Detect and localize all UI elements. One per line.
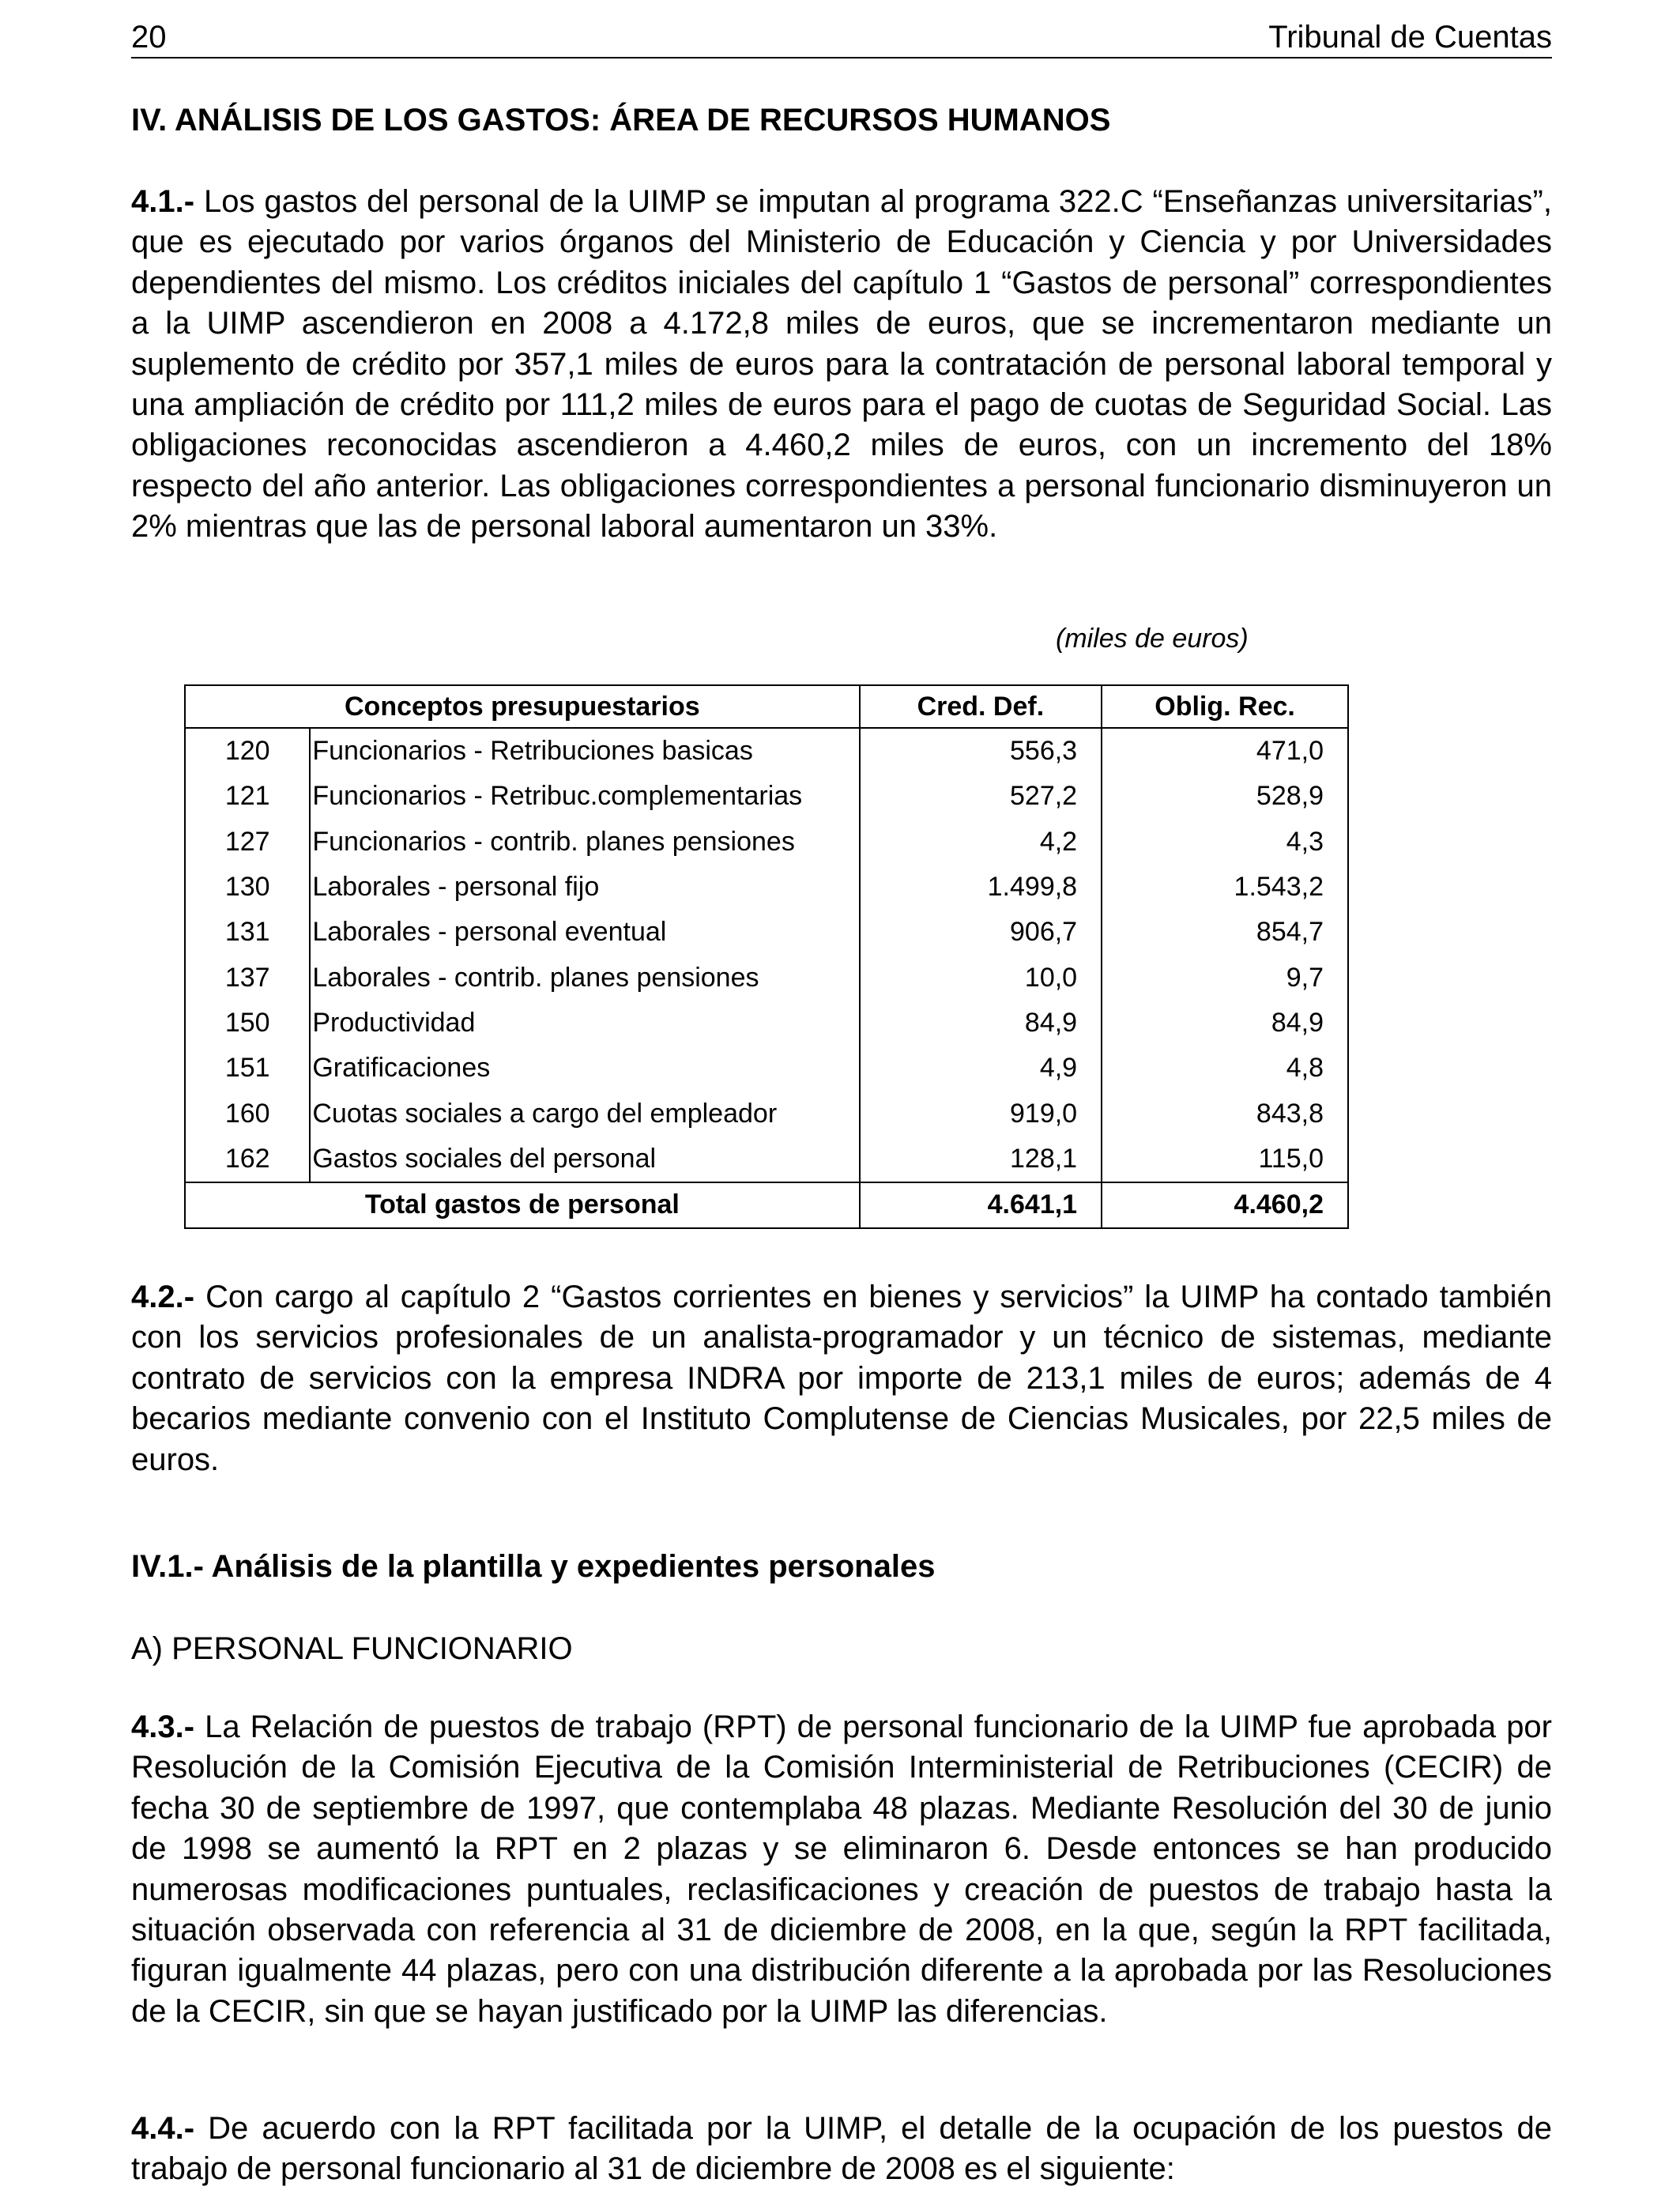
row-cred-def: 1.499,8	[860, 865, 1102, 910]
table-units-note: (miles de euros)	[1056, 624, 1249, 654]
row-concept: Laborales - personal fijo	[310, 865, 859, 910]
table-row	[185, 865, 1348, 910]
row-oblig-rec: 854,7	[1102, 910, 1348, 955]
paragraph-text: La Relación de puestos de trabajo (RPT) de personal funcionario de la UIMP fue aprobada por Resolución de la Comisión Ejecutiva de la Comisión Interministerial de Retribuciones (CECIR) de fecha 30 de septiembre de 1997, que contemplaba 48 plazas. Mediante Resolución del 30 de junio de 1998 se aumentó la RPT en 2 plazas y se eliminaron 6. Desde entonces se han producido numerosas modificaciones puntuales, reclasificaciones y creación de puestos de trabajo hasta la situación observada con referencia al 31 de diciembre de 2008, en la que, según la RPT facilitada, figuran igualmente 44 plazas, pero con una distribución diferente a la aprobada por las Resoluciones de la CECIR, sin que se hayan justificado por la UIMP las diferencias.	[131, 1710, 1552, 2029]
table-row	[185, 728, 1348, 774]
row-concept: Productividad	[310, 1001, 859, 1046]
row-cred-def: 4,9	[860, 1046, 1102, 1091]
row-concept: Gastos sociales del personal	[310, 1137, 859, 1182]
row-concept: Funcionarios - Retribuciones basicas	[310, 728, 859, 774]
row-concept: Funcionarios - contrib. planes pensiones	[310, 820, 859, 865]
total-oblig-rec: 4.460,2	[1102, 1182, 1348, 1228]
row-cred-def: 128,1	[860, 1137, 1102, 1182]
row-cred-def: 527,2	[860, 774, 1102, 819]
row-oblig-rec: 9,7	[1102, 955, 1348, 1000]
row-concept: Funcionarios - Retribuc.complementarias	[310, 774, 859, 819]
table-row	[185, 1091, 1348, 1136]
row-concept: Laborales - personal eventual	[310, 910, 859, 955]
table-header-row	[185, 685, 1348, 728]
row-code: 160	[224, 1098, 270, 1129]
row-code: 120	[224, 736, 270, 767]
header-oblig-rec: Oblig. Rec.	[1102, 685, 1348, 728]
row-concept: Cuotas sociales a cargo del empleador	[310, 1091, 859, 1136]
row-code: 151	[224, 1053, 270, 1084]
paragraph-label: 4.1.-	[131, 184, 195, 219]
paragraph-4-2	[131, 1277, 1552, 1480]
table-row	[185, 1001, 1348, 1046]
table-row	[185, 1046, 1348, 1091]
row-code: 150	[224, 1007, 270, 1038]
row-oblig-rec: 528,9	[1102, 774, 1348, 819]
header-concepts: Conceptos presupuestarios	[185, 685, 860, 728]
row-oblig-rec: 4,3	[1102, 820, 1348, 865]
row-code: 121	[224, 781, 270, 812]
row-cred-def: 919,0	[860, 1091, 1102, 1136]
row-concept: Gratificaciones	[310, 1046, 859, 1091]
paragraph-label: 4.2.-	[131, 1280, 195, 1314]
subheading-personal-funcionario: A) PERSONAL FUNCIONARIO	[131, 1631, 573, 1666]
row-code: 127	[224, 826, 270, 857]
row-oblig-rec: 843,8	[1102, 1091, 1348, 1136]
row-concept: Laborales - contrib. planes pensiones	[310, 955, 859, 1000]
row-oblig-rec: 115,0	[1102, 1137, 1348, 1182]
table-row	[185, 820, 1348, 865]
table-row	[185, 774, 1348, 819]
paragraph-text: Con cargo al capítulo 2 “Gastos corrientes en bienes y servicios” la UIMP ha contado también con los servicios profesionales de un analista-programador y un técnico de sistemas, mediante contrato de servicios con la empresa INDRA por importe de 213,1 miles de euros; además de 4 becarios mediante convenio con el Instituto Complutense de Ciencias Musicales, por 22,5 miles de euros.	[131, 1280, 1552, 1477]
publication-title: Tribunal de Cuentas	[1268, 20, 1552, 55]
page-header	[131, 17, 1552, 58]
paragraph-4-4	[131, 2109, 1552, 2190]
row-cred-def: 10,0	[860, 955, 1102, 1000]
paragraph-label: 4.4.-	[131, 2111, 195, 2146]
row-cred-def: 906,7	[860, 910, 1102, 955]
row-code: 162	[224, 1143, 270, 1174]
table-total-row	[185, 1182, 1348, 1228]
header-cred-def: Cred. Def.	[860, 685, 1102, 728]
row-oblig-rec: 84,9	[1102, 1001, 1348, 1046]
subsection-title: IV.1.- Análisis de la plantilla y expedientes personales	[131, 1549, 936, 1584]
personnel-expenses-table	[184, 684, 1349, 1229]
row-oblig-rec: 471,0	[1102, 728, 1348, 774]
paragraph-4-1	[131, 182, 1552, 548]
row-oblig-rec: 4,8	[1102, 1046, 1348, 1091]
table-row	[185, 955, 1348, 1000]
paragraph-text: De acuerdo con la RPT facilitada por la UIMP, el detalle de la ocupación de los puestos de trabajo de personal funcionario al 31 de diciembre de 2008 es el siguiente:	[131, 2111, 1552, 2187]
row-code: 130	[224, 872, 270, 903]
row-oblig-rec: 1.543,2	[1102, 865, 1348, 910]
row-cred-def: 84,9	[860, 1001, 1102, 1046]
table-row	[185, 910, 1348, 955]
table-body	[185, 728, 1348, 1182]
page-number: 20	[131, 20, 167, 55]
section-title: IV. ANÁLISIS DE LOS GASTOS: ÁREA DE RECURSOS HUMANOS	[131, 103, 1111, 138]
row-code: 131	[224, 917, 270, 948]
total-label: Total gastos de personal	[185, 1182, 860, 1228]
paragraph-text: Los gastos del personal de la UIMP se imputan al programa 322.C “Enseñanzas universitarias”, que es ejecutado por varios órganos del Ministerio de Educación y Ciencia y por Universidades dependientes del mismo. Los créditos iniciales del capítulo 1 “Gastos de personal” correspondientes a la UIMP ascendieron en 2008 a 4.172,8 miles de euros, que se incrementaron mediante un suplemento de crédito por 357,1 miles de euros para la contratación de personal laboral temporal y una ampliación de crédito por 111,2 miles de euros para el pago de cuotas de Seguridad Social. Las obligaciones reconocidas ascendieron a 4.460,2 miles de euros, con un incremento del 18% respecto del año anterior. Las obligaciones correspondientes a personal funcionario disminuyeron un 2% mientras que las de personal laboral aumentaron un 33%.	[131, 184, 1552, 545]
row-cred-def: 556,3	[860, 728, 1102, 774]
table-row	[185, 1137, 1348, 1182]
row-cred-def: 4,2	[860, 820, 1102, 865]
paragraph-label: 4.3.-	[131, 1710, 195, 1744]
row-code: 137	[224, 962, 270, 993]
total-cred-def: 4.641,1	[860, 1182, 1102, 1228]
paragraph-4-3	[131, 1707, 1552, 2032]
